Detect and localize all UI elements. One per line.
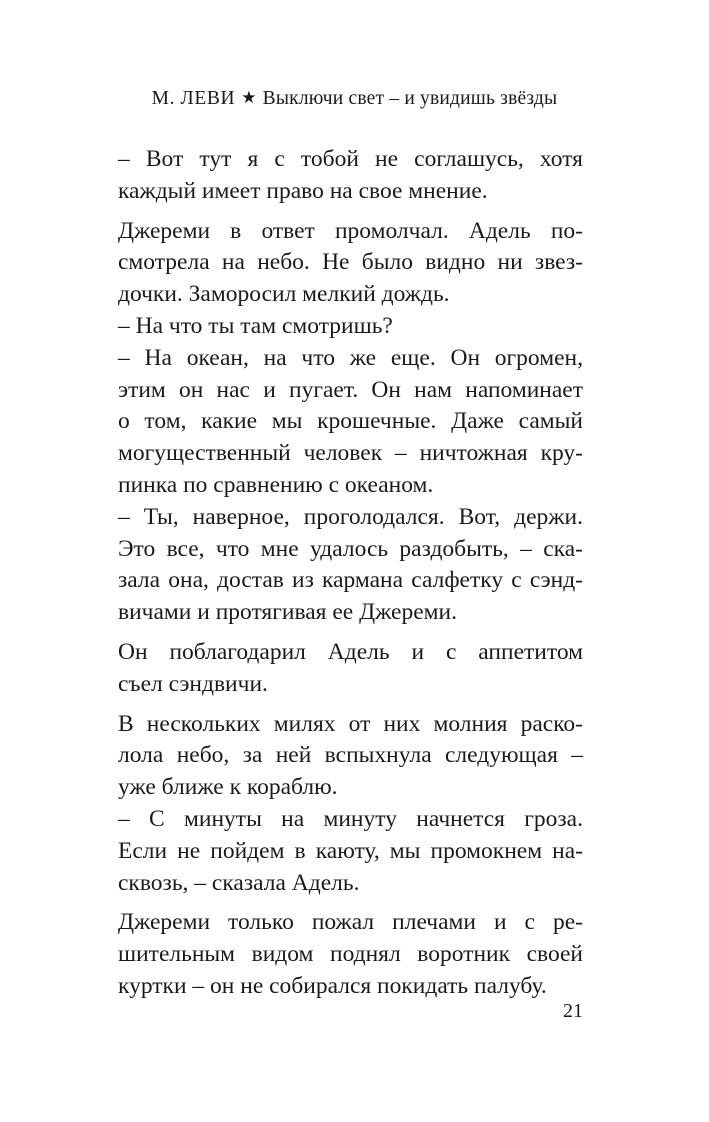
paragraph <box>118 709 583 804</box>
body-text <box>118 144 583 1003</box>
paragraph <box>118 637 583 701</box>
paragraph <box>118 343 583 502</box>
text-line: каждый имеет право на свое мнение. <box>118 177 488 204</box>
text-line: съел сэндвичи. <box>118 670 268 697</box>
running-head-author: М. ЛЕВИ <box>151 88 236 109</box>
paragraph <box>118 502 583 629</box>
text-line: зала она, достав из кармана салфетку с сэнд- <box>118 567 583 594</box>
text-line: – Ты, наверное, проголодался. Вот, держи. <box>118 503 583 530</box>
text-line: Джереми в ответ промолчал. Адель по- <box>118 217 583 244</box>
page-number: 21 <box>563 1000 583 1022</box>
text-line: Если не пойдем в каюту, мы промокнем на- <box>118 837 583 864</box>
text-line: – Вот тут я с тобой не соглашусь, хотя <box>118 146 583 172</box>
paragraph <box>118 311 583 343</box>
text-line: – С минуты на минуту начнется гроза. <box>118 805 583 832</box>
running-head <box>0 88 709 110</box>
paragraph <box>118 144 583 208</box>
text-line: этим он нас и пугает. Он нам напоминает <box>118 376 583 403</box>
text-line: – На океан, на что же еще. Он огромен, <box>118 344 583 371</box>
text-line: Это все, что мне удалось раздобыть, – ска- <box>118 535 583 562</box>
text-line: дочки. Заморосил мелкий дождь. <box>118 281 450 308</box>
text-line: уже ближе к кораблю. <box>118 774 338 801</box>
text-line: В нескольких милях от них молния раско- <box>118 710 583 737</box>
paragraph <box>118 804 583 899</box>
star-icon: ★ <box>241 88 257 107</box>
text-line: вичами и протягивая ее Джереми. <box>118 599 457 626</box>
text-line: могущественный человек – ничтожная кру- <box>118 440 583 467</box>
text-line: сквозь, – сказала Адель. <box>118 869 360 896</box>
text-line: Джереми только пожал плечами и с ре- <box>118 909 583 936</box>
text-line: шительным видом поднял воротник своей <box>118 941 583 968</box>
text-line: смотрела на небо. Не было видно ни звез- <box>118 249 583 276</box>
text-line: Он поблагодарил Адель и с аппетитом <box>118 638 583 665</box>
paragraph <box>118 216 583 311</box>
text-line: о том, какие мы крошечные. Даже самый <box>118 408 583 435</box>
text-line: – На что ты там смотришь? <box>118 312 393 339</box>
paragraph <box>118 907 583 1002</box>
text-line: лола небо, за ней вспыхнула следующая – <box>118 742 583 769</box>
running-head-book-title: Выключи свет – и увидишь звёзды <box>262 88 558 109</box>
text-line: куртки – он не собирался покидать палубу. <box>118 972 547 999</box>
text-line: пинка по сравнению с океаном. <box>118 471 434 498</box>
